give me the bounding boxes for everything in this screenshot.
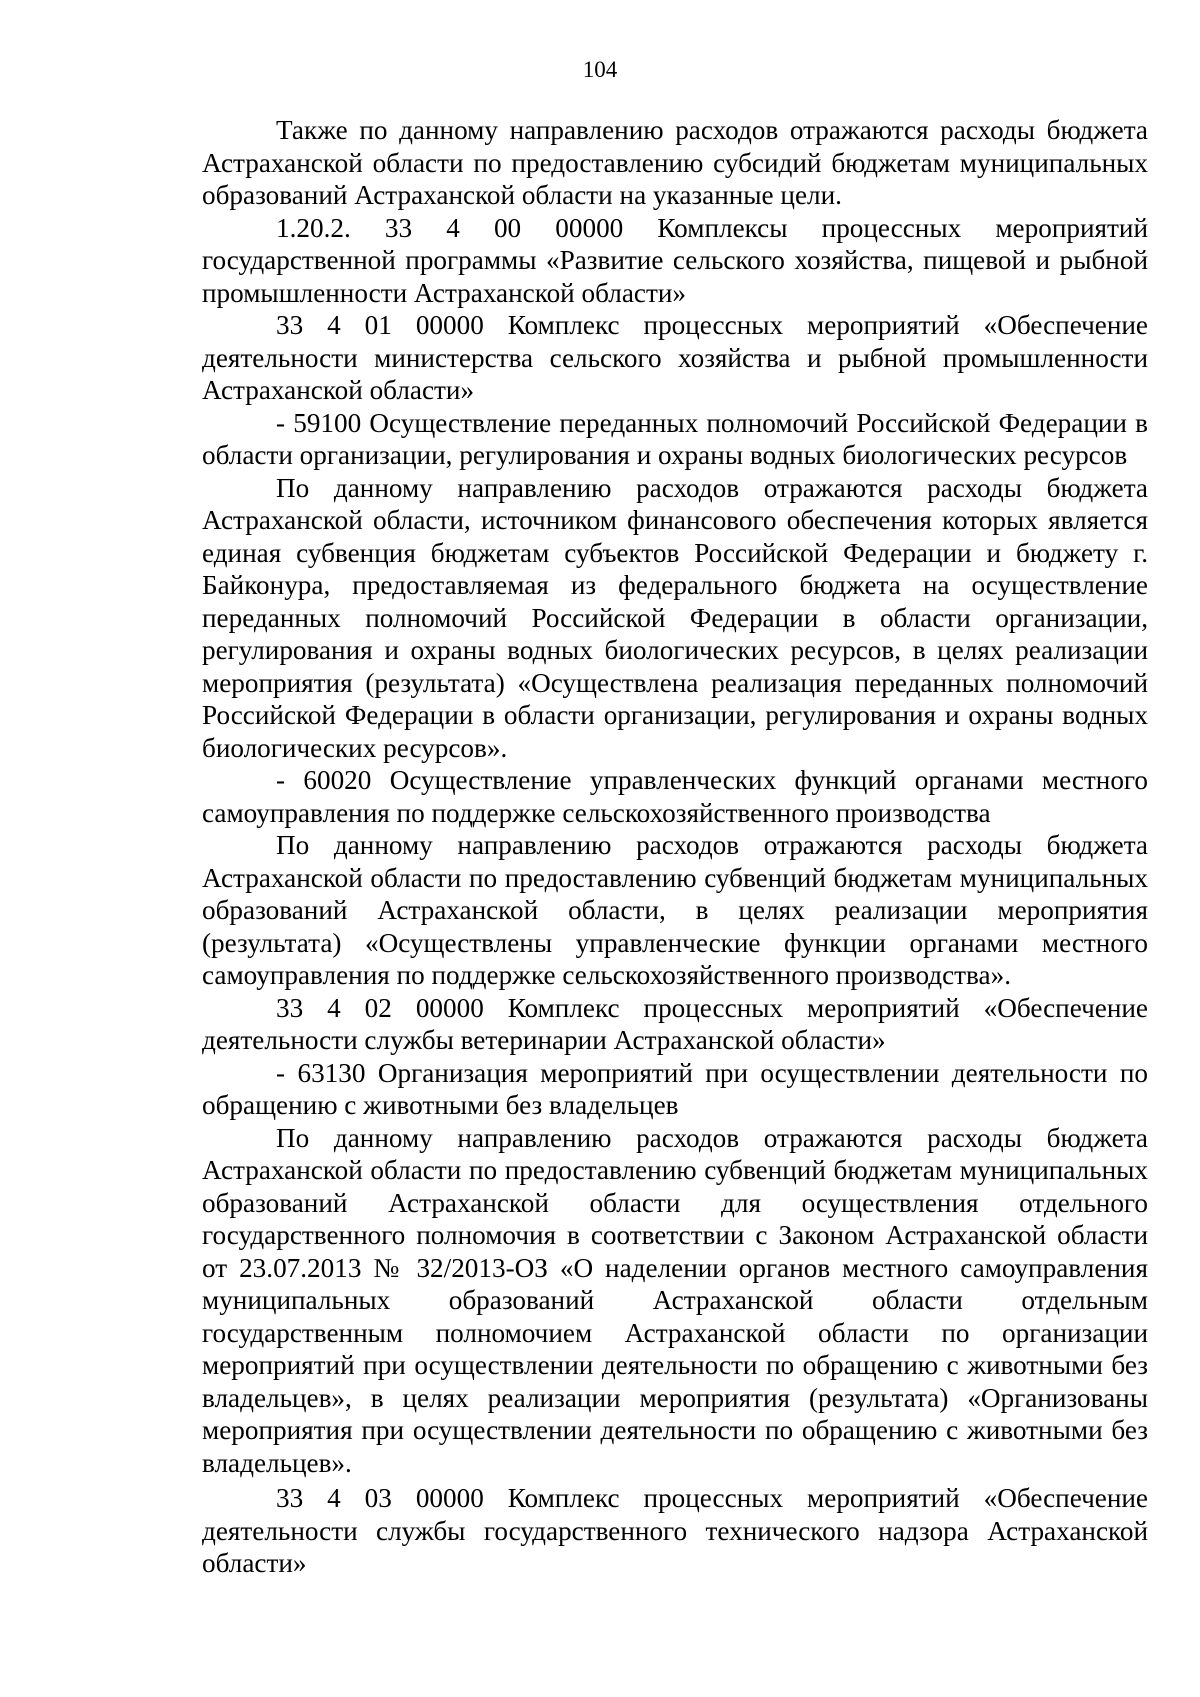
paragraph-59100-description: По данному направлению расходов отражаются расходы бюджета Астраханской области, источником финансового обеспечения которых является единая субвенция бюджетам субъектов Российской Федерации и бюджету г. Байконура, предоставляемая из федерального бюджета на осуществление переданных полномочий Российской Федерации в области организации, регулирования и охраны водных биологических ресурсов, в целях реализации мероприятия (результата) «Осуществлена реализация переданных полномочий Российской Федерации в области организации, регулирования и охраны водных биологических ресурсов».	[202, 472, 1148, 763]
paragraph-complex-33-4-01: 33 4 01 00000 Комплекс процессных мероприятий «Обеспечение деятельности министерства сельского хозяйства и рыбной промышленности Астраханской области»	[202, 310, 1148, 405]
page-number: 104	[582, 57, 618, 82]
paragraph-item-59100: - 59100 Осуществление переданных полномочий Российской Федерации в области организации, регулирования и охраны водных биологических ресурсов	[202, 407, 1148, 470]
paragraph-60020-description: По данному направлению расходов отражаются расходы бюджета Астраханской области по предоставлению субвенций бюджетам муниципальных образований Астраханской области, в целях реализации мероприятия (результата) «Осуществлены управленческие функции органами местного самоуправления по поддержке сельскохозяйственного производства».	[202, 830, 1148, 990]
paragraph-complex-33-4-03: 33 4 03 00000 Комплекс процессных мероприятий «Обеспечение деятельности службы государственного технического надзора Астраханской области»	[202, 1483, 1148, 1578]
paragraph-item-63130: - 63130 Организация мероприятий при осуществлении деятельности по обращению с животными без владельцев	[202, 1057, 1148, 1120]
paragraph-63130-description: По данному направлению расходов отражаются расходы бюджета Астраханской области по предоставлению субвенций бюджетам муниципальных образований Астраханской области для осуществления отдельного государственного полномочия в соответствии с Законом Астраханской области от 23.07.2013 № 32/2013-ОЗ «О наделении органов местного самоуправления муниципальных образований Астраханской области отдельным государственным полномочием Астраханской области по организации мероприятий при осуществлении деятельности по обращению с животными без владельцев», в целях реализации мероприятия (результата) «Организованы мероприятия при осуществлении деятельности по обращению с животными без владельцев».	[202, 1122, 1148, 1478]
paragraph-item-60020: - 60020 Осуществление управленческих функций органами местного самоуправления по поддержке сельскохозяйственного производства	[202, 765, 1148, 828]
paragraph-subsidies-note: Также по данному направлению расходов отражаются расходы бюджета Астраханской области по предоставлению субсидий бюджетам муниципальных образований Астраханской области на указанные цели.	[202, 115, 1148, 210]
paragraph-complex-33-4-02: 33 4 02 00000 Комплекс процессных мероприятий «Обеспечение деятельности службы ветеринарии Астраханской области»	[202, 992, 1148, 1055]
document-body	[202, 114, 1148, 1580]
paragraph-section-1-20-2: 1.20.2. 33 4 00 00000 Комплексы процессных мероприятий государственной программы «Развитие сельского хозяйства, пищевой и рыбной промышленности Астраханской области»	[202, 212, 1148, 308]
